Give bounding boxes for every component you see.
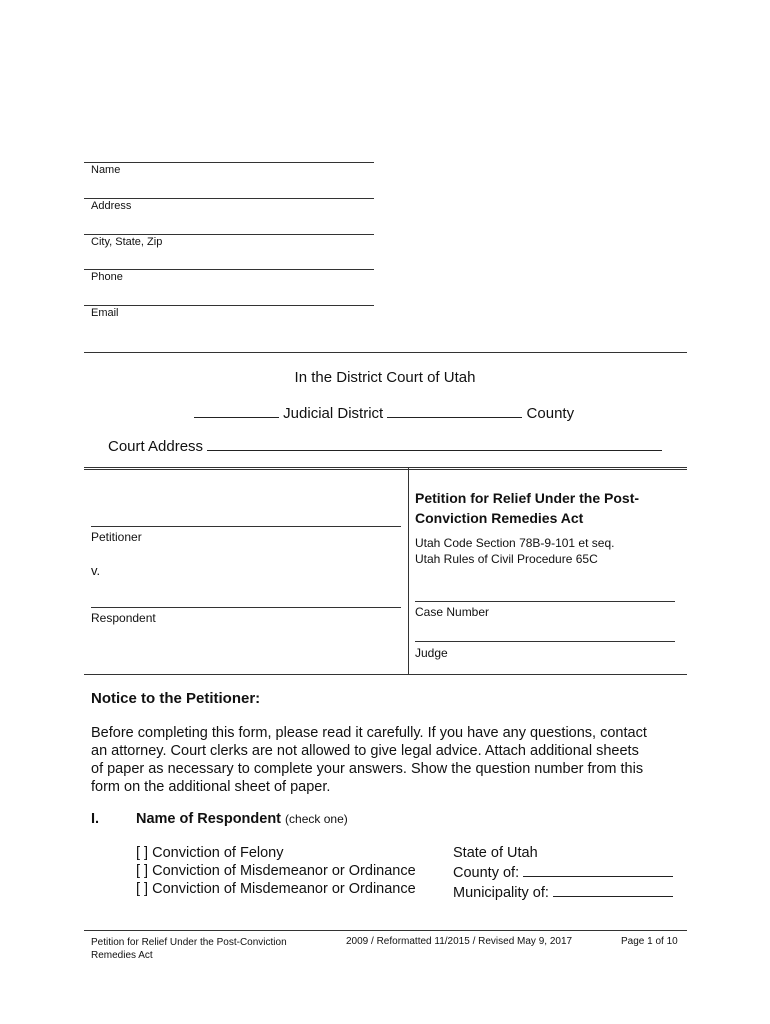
notice-heading: Notice to the Petitioner: [91, 690, 261, 707]
county-blank[interactable] [387, 403, 522, 418]
city-state-zip-label: City, State, Zip [91, 236, 163, 248]
phone-line[interactable] [84, 269, 374, 270]
respondent-line[interactable] [91, 607, 401, 608]
petitioner-label: Petitioner [91, 530, 142, 544]
civil-rule: Utah Rules of Civil Procedure 65C [415, 552, 598, 566]
footer-left [91, 936, 287, 962]
section-title-row [136, 811, 348, 827]
judicial-district-row [194, 403, 574, 422]
respondent-label: Respondent [91, 611, 156, 625]
caption-top-divider-double [84, 469, 687, 470]
email-label: Email [91, 307, 119, 319]
option-checkbox[interactable]: [ ] [136, 845, 149, 861]
municipality-of-blank[interactable] [553, 882, 673, 897]
judicial-district-blank[interactable] [194, 403, 279, 418]
footer-divider [84, 930, 687, 931]
court-address-row [108, 436, 662, 455]
petition-title [415, 488, 639, 528]
judicial-district-label: Judicial District [283, 405, 384, 422]
petitioner-line[interactable] [91, 526, 401, 527]
address-label: Address [91, 200, 132, 212]
petition-title-line1: Petition for Relief Under the Post- [415, 490, 640, 506]
option-label: Conviction of Felony [152, 845, 284, 861]
judge-line[interactable] [415, 641, 675, 642]
notice-line-4: form on the additional sheet of paper. [91, 779, 331, 795]
caption-bottom-divider [84, 674, 687, 675]
notice-line-3: of paper as necessary to complete your answers. Show the question number from this [91, 761, 644, 777]
section-hint: (check one) [285, 812, 348, 826]
county-label: County [526, 405, 575, 422]
option-misdemeanor-municipality[interactable] [136, 880, 416, 898]
option-checkbox[interactable]: [ ] [136, 881, 149, 897]
entity-state: State of Utah [453, 845, 538, 861]
entity-county-row [453, 862, 673, 882]
name-line[interactable] [84, 162, 374, 163]
notice-body [91, 724, 647, 796]
option-label: Conviction of Misdemeanor or Ordinance [152, 863, 416, 879]
section-title: Name of Respondent [136, 811, 282, 827]
court-address-label: Court Address [108, 438, 204, 455]
email-line[interactable] [84, 305, 374, 306]
entity-county: County of: [453, 865, 520, 881]
court-heading: In the District Court of Utah [294, 369, 476, 386]
footer-revision: 2009 / Reformatted 11/2015 / Revised May 9, 2017 [346, 936, 573, 947]
footer-page-number: Page 1 of 10 [621, 936, 678, 947]
notice-line-2: an attorney. Court clerks are not allowed to give legal advice. Attach additional sheets [91, 743, 639, 759]
petition-title-line2: Conviction Remedies Act [415, 510, 584, 526]
court-address-blank[interactable] [207, 436, 662, 451]
footer-form-title-2: Remedies Act [91, 950, 153, 961]
option-felony[interactable] [136, 844, 416, 862]
name-label: Name [91, 164, 121, 176]
case-number-label: Case Number [415, 605, 490, 619]
county-of-blank[interactable] [523, 862, 673, 877]
option-checkbox[interactable]: [ ] [136, 863, 149, 879]
statute-refs [415, 535, 614, 567]
footer-form-title-1: Petition for Relief Under the Post-Conviction [91, 937, 287, 948]
address-line[interactable] [84, 198, 374, 199]
option-label: Conviction of Misdemeanor or Ordinance [152, 881, 416, 897]
judge-label: Judge [415, 646, 448, 660]
phone-label: Phone [91, 271, 123, 283]
notice-line-1: Before completing this form, please read it carefully. If you have any questions, contact [91, 725, 647, 741]
option-misdemeanor-county[interactable] [136, 862, 416, 880]
section-number: I. [91, 811, 100, 827]
caption-top-divider [84, 467, 687, 468]
entity-municipality-row [453, 882, 673, 902]
caption-vertical-divider [408, 467, 409, 675]
entity-municipality: Municipality of: [453, 885, 549, 901]
code-section: Utah Code Section 78B-9-101 et seq. [415, 536, 615, 550]
respondent-options [136, 844, 416, 898]
city-state-zip-line[interactable] [84, 234, 374, 235]
top-divider [84, 352, 687, 353]
case-number-line[interactable] [415, 601, 675, 602]
respondent-entities [453, 844, 673, 902]
versus-label: v. [91, 563, 101, 578]
